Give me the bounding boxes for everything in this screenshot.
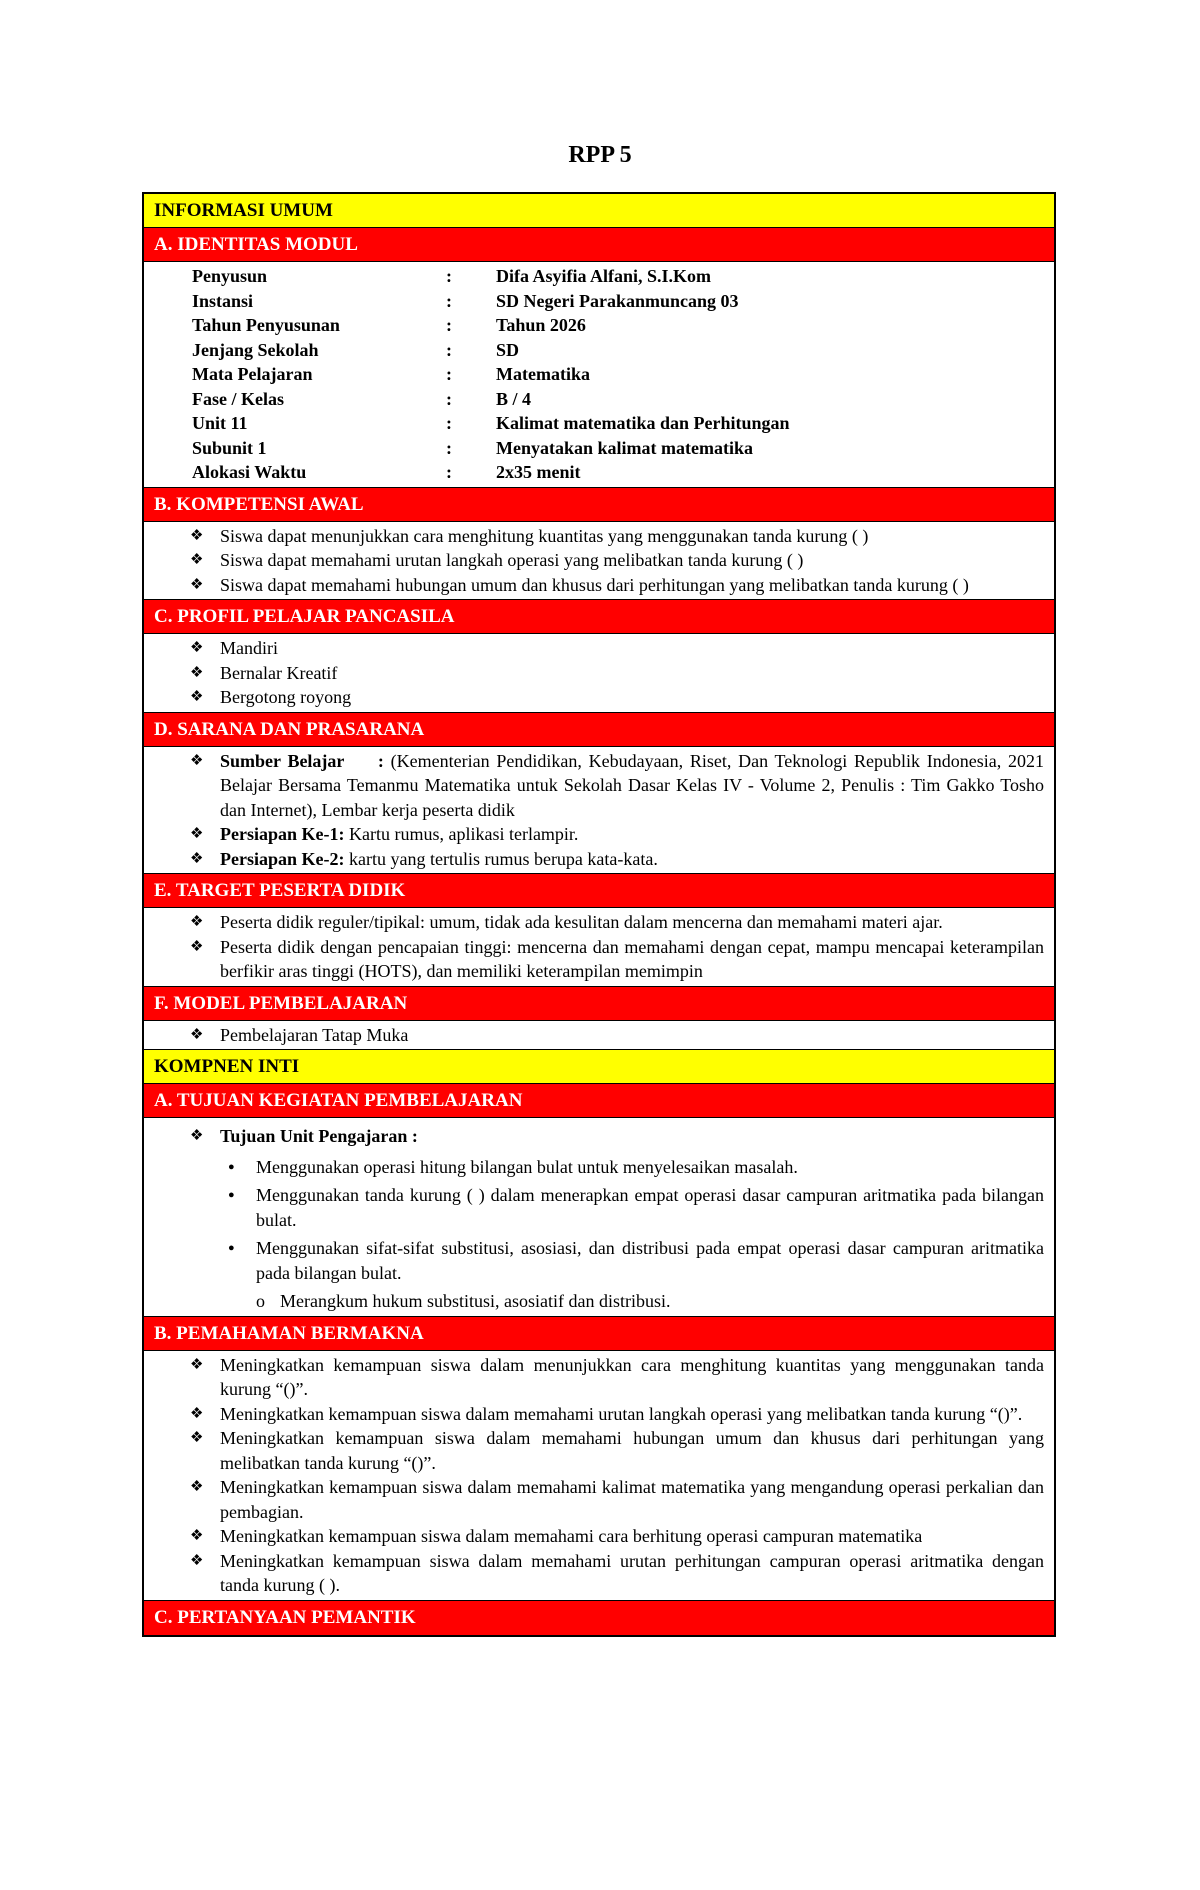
bullet-item-text: Menggunakan tanda kurung ( ) dalam menerapkan empat operasi dasar campuran aritmatika pada bilangan bulat.: [256, 1185, 1044, 1230]
list-item: [190, 1353, 1044, 1402]
target-header: E. TARGET PESERTA DIDIK: [144, 874, 1054, 908]
list-item: [190, 910, 1044, 935]
identitas-colon: :: [446, 339, 452, 360]
round-bullet-icon: ●: [228, 1160, 235, 1173]
identitas-label: Penyusun: [192, 266, 268, 286]
list-item: [190, 1524, 1044, 1549]
diamond-bullet-icon: ❖: [190, 689, 204, 705]
diamond-bullet-icon: ❖: [190, 576, 204, 593]
informasi-umum-header: INFORMASI UMUM: [144, 194, 1054, 228]
model-section: [144, 1021, 1054, 1051]
list-item: [190, 661, 1044, 686]
sub-bullet-text: Merangkum hukum substitusi, asosiatif dan distribusi.: [280, 1291, 671, 1311]
tujuan-section: [144, 1118, 1054, 1317]
identitas-label: Instansi: [192, 290, 254, 311]
profil-pelajar-header: C. PROFIL PELAJAR PANCASILA: [144, 600, 1054, 634]
identitas-colon: :: [446, 364, 452, 384]
list-item-text: Bernalar Kreatif: [220, 662, 338, 683]
list-item-body: Kartu rumus, aplikasi terlampir.: [344, 824, 579, 844]
identitas-label: Tahun Penyusunan: [192, 315, 340, 335]
identitas-label: Mata Pelajaran: [192, 364, 313, 384]
identitas-row: [192, 411, 1044, 436]
diamond-bullet-icon: ❖: [190, 664, 204, 681]
identitas-value: Tahun 2026: [496, 315, 586, 335]
list-item-text: Siswa dapat menunjukkan cara menghitung kuantitas yang menggunakan tanda kurung ( ): [220, 525, 869, 546]
diamond-bullet-icon: ❖: [190, 1026, 204, 1043]
sarana-header: D. SARANA DAN PRASARANA: [144, 713, 1054, 747]
list-item-text: Meningkatkan kemampuan siswa dalam memahami urutan perhitungan campuran operasi aritmatika dengan tanda kurung ( ).: [220, 1550, 1044, 1595]
list-item-text: Peserta didik reguler/tipikal: umum, tidak ada kesulitan dalam mencerna dan memahami materi ajar.: [220, 912, 943, 932]
list-item: [190, 1426, 1044, 1475]
diamond-bullet-icon: ❖: [190, 1552, 204, 1569]
list-item: [190, 847, 1044, 872]
identitas-colon: :: [446, 413, 452, 433]
list-item-text: Meningkatkan kemampuan siswa dalam memahami kalimat matematika yang mengandung operasi perkalian dan pembagian.: [220, 1477, 1044, 1522]
identitas-label: Jenjang Sekolah: [192, 339, 319, 360]
list-item-label: Persiapan Ke-2:: [220, 848, 345, 869]
identitas-label: Subunit 1: [192, 437, 267, 458]
round-bullet-icon: ●: [228, 1242, 235, 1254]
list-item: [190, 1402, 1044, 1427]
identitas-row: [192, 289, 1044, 314]
identitas-colon: :: [446, 388, 452, 409]
identitas-row: [192, 362, 1044, 387]
diamond-bullet-icon: ❖: [190, 752, 204, 769]
identitas-label: Alokasi Waktu: [192, 462, 307, 482]
list-item: [190, 822, 1044, 847]
model-header: F. MODEL PEMBELAJARAN: [144, 987, 1054, 1021]
identitas-value: Matematika: [496, 364, 590, 384]
tujuan-header: A. TUJUAN KEGIATAN PEMBELAJARAN: [144, 1084, 1054, 1118]
list-item: [190, 636, 1044, 661]
diamond-bullet-icon: ❖: [190, 640, 204, 656]
identitas-row: [192, 264, 1044, 289]
list-item-text: Siswa dapat memahami urutan langkah operasi yang melibatkan tanda kurung ( ): [220, 550, 804, 570]
identitas-colon: :: [446, 437, 452, 458]
list-item: [190, 749, 1044, 823]
profil-pelajar-section: [144, 634, 1054, 713]
identitas-value: SD: [496, 339, 520, 360]
diamond-bullet-icon: ❖: [190, 938, 204, 955]
list-item: [190, 1549, 1044, 1598]
target-section: [144, 908, 1054, 987]
identitas-label: Unit 11: [192, 413, 248, 433]
komponen-inti-header: KOMPNEN INTI: [144, 1050, 1054, 1084]
diamond-bullet-icon: ❖: [190, 1528, 204, 1544]
list-item-label: Sumber Belajar :: [220, 750, 384, 771]
identitas-row: [192, 387, 1044, 412]
list-item: [190, 685, 1044, 710]
identitas-value: Kalimat matematika dan Perhitungan: [496, 413, 790, 433]
bullet-item: [190, 1183, 1044, 1232]
document-title: RPP 5: [568, 142, 632, 168]
diamond-bullet-icon: ❖: [190, 1479, 204, 1495]
rpp-table: [142, 192, 1056, 1637]
identitas-label: Fase / Kelas: [192, 388, 284, 409]
diamond-bullet-icon: ❖: [190, 1356, 204, 1373]
diamond-bullet-icon: ❖: [190, 552, 204, 568]
identitas-row: [192, 313, 1044, 338]
list-item: [190, 1023, 1044, 1048]
identitas-value: B / 4: [496, 388, 532, 409]
list-item-text: Meningkatkan kemampuan siswa dalam memahami urutan langkah operasi yang melibatkan tanda kurung “()”.: [220, 1403, 1023, 1424]
circle-bullet-icon: o: [256, 1291, 265, 1311]
list-item-label: Persiapan Ke-1:: [220, 824, 345, 844]
list-item-text: Pembelajaran Tatap Muka: [220, 1024, 409, 1045]
kompetensi-awal-header: B. KOMPETENSI AWAL: [144, 488, 1054, 522]
diamond-bullet-icon: ❖: [190, 1405, 204, 1422]
list-item-text: [220, 847, 1044, 872]
diamond-bullet-icon: ❖: [190, 850, 204, 867]
pertanyaan-header: C. PERTANYAAN PEMANTIK: [144, 1601, 1054, 1635]
identitas-colon: :: [446, 290, 452, 311]
list-item-text: [220, 822, 1044, 847]
identitas-colon: :: [446, 266, 452, 286]
diamond-bullet-icon: ❖: [190, 1430, 204, 1446]
list-item-text: Siswa dapat memahami hubungan umum dan khusus dari perhitungan yang melibatkan tanda kurung ( ): [220, 574, 969, 595]
identitas-modul-header: A. IDENTITAS MODUL: [144, 228, 1054, 262]
sarana-section: [144, 747, 1054, 875]
bullet-item: [190, 1236, 1044, 1285]
tujuan-heading: [190, 1124, 1044, 1149]
pemahaman-header: B. PEMAHAMAN BERMAKNA: [144, 1317, 1054, 1351]
diamond-bullet-icon: ❖: [190, 914, 204, 930]
list-item-text: Peserta didik dengan pencapaian tinggi: mencerna dan memahami dengan cepat, mampu mencapai keterampilan berfikir aras tinggi (HOTS), dan memiliki keterampilan memimpin: [220, 936, 1044, 981]
list-item: [190, 573, 1044, 598]
bullet-item-text: Menggunakan operasi hitung bilangan bulat untuk menyelesaikan masalah.: [256, 1156, 798, 1177]
sub-bullet-item: [190, 1289, 1044, 1314]
identitas-colon: :: [446, 462, 452, 482]
diamond-bullet-icon: ❖: [190, 527, 204, 544]
list-item: [190, 1475, 1044, 1524]
list-item: [190, 548, 1044, 573]
identitas-row: [192, 460, 1044, 485]
pemahaman-section: [144, 1351, 1054, 1601]
bullet-item: [190, 1155, 1044, 1180]
identitas-value: SD Negeri Parakanmuncang 03: [496, 290, 739, 311]
bullet-item-text: Menggunakan sifat-sifat substitusi, asosiasi, dan distribusi pada empat operasi dasar campuran aritmatika pada bilangan bulat.: [256, 1238, 1044, 1283]
kompetensi-awal-section: [144, 522, 1054, 601]
list-item: [190, 935, 1044, 984]
identitas-value: Difa Asyifia Alfani, S.I.Kom: [496, 266, 712, 286]
list-item-text: Meningkatkan kemampuan siswa dalam menunjukkan cara menghitung kuantitas yang menggunakan tanda kurung “()”.: [220, 1354, 1044, 1399]
identitas-row: [192, 338, 1044, 363]
identitas-modul-section: [144, 262, 1054, 488]
list-item-text: Meningkatkan kemampuan siswa dalam memahami cara berhitung operasi campuran matematika: [220, 1526, 923, 1546]
list-item: [190, 524, 1044, 549]
round-bullet-icon: ●: [228, 1189, 235, 1201]
diamond-bullet-icon: ❖: [190, 826, 204, 842]
list-item-body: (Kementerian Pendidikan, Kebudayaan, Riset, Dan Teknologi Republik Indonesia, 2021 Belajar Bersama Temanmu Matematika untuk Sekolah Dasar Kelas IV - Volume 2, Penulis : Tim Gakko Tosho dan Internet), Lembar kerja peserta didik: [220, 750, 1044, 820]
list-item-text: [220, 749, 1044, 823]
list-item-body: kartu yang tertulis rumus berupa kata-kata.: [344, 848, 658, 869]
list-item-text: Mandiri: [220, 638, 278, 658]
identitas-value: 2x35 menit: [496, 462, 581, 482]
diamond-bullet-icon: ❖: [190, 1128, 204, 1144]
identitas-colon: :: [446, 315, 452, 335]
identitas-row: [192, 436, 1044, 461]
identitas-value: Menyatakan kalimat matematika: [496, 437, 753, 458]
list-item-text: Meningkatkan kemampuan siswa dalam memahami hubungan umum dan khusus dari perhitungan yang melibatkan tanda kurung “()”.: [220, 1428, 1044, 1473]
list-item-text: Bergotong royong: [220, 687, 352, 707]
tujuan-heading-text: Tujuan Unit Pengajaran :: [220, 1126, 418, 1146]
